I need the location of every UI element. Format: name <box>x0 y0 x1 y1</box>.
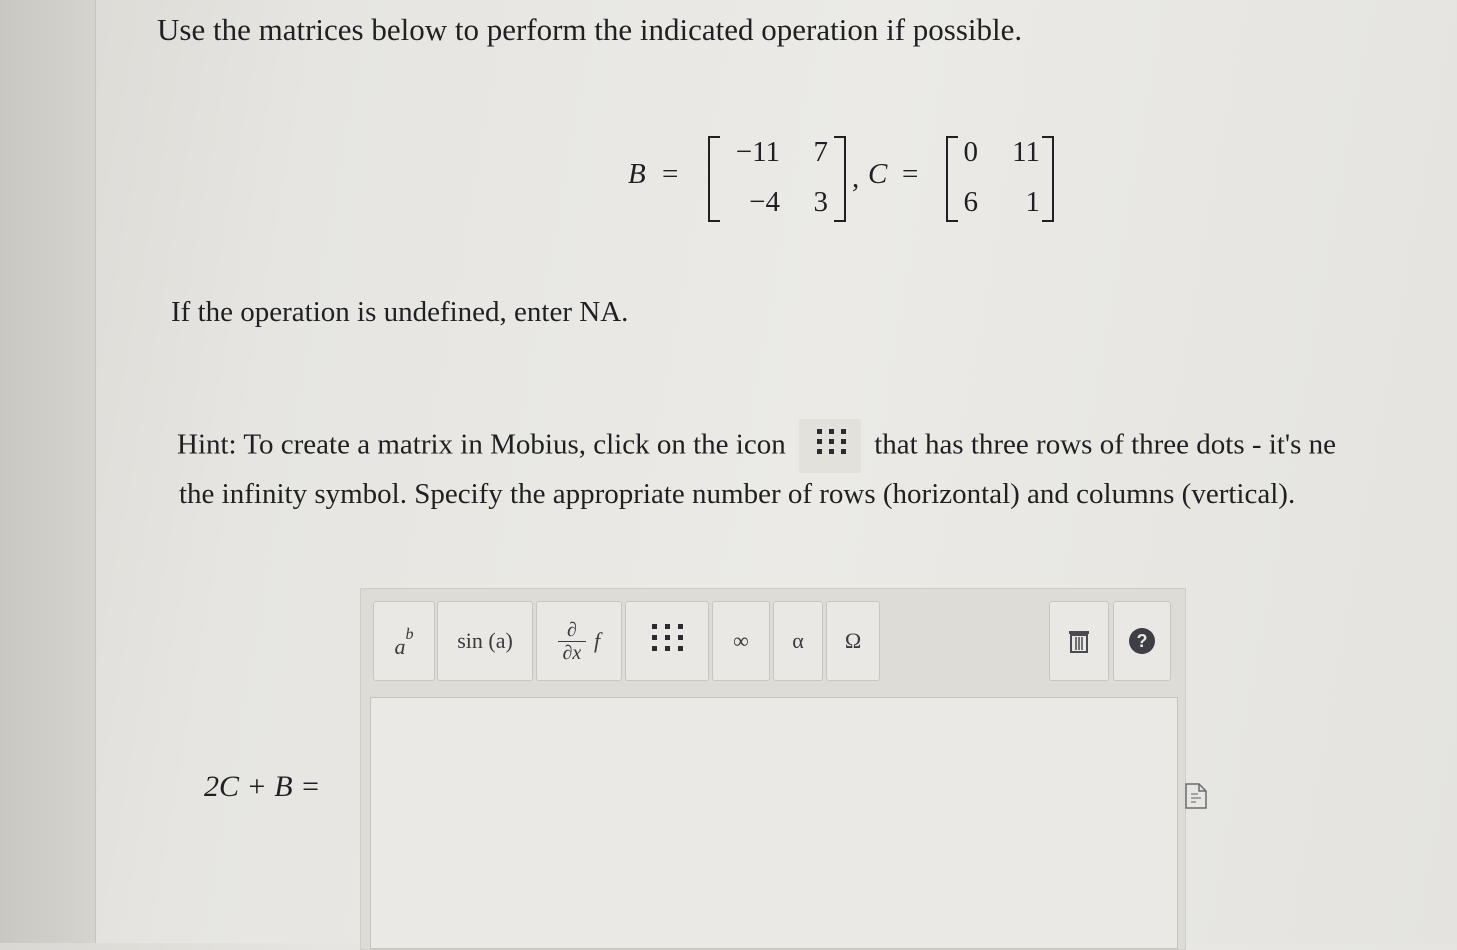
answer-label: 2C + B = <box>204 770 321 803</box>
matrix-c-cell: 0 <box>963 136 978 168</box>
document-icon[interactable] <box>1184 782 1208 810</box>
matrix-b-cell: −11 <box>735 136 780 168</box>
sin-label: sin (a) <box>457 628 513 653</box>
clear-button[interactable] <box>1049 601 1109 681</box>
matrix-b-cell: 7 <box>813 136 828 168</box>
alpha-symbol: α <box>792 628 804 653</box>
equals-sign: = <box>662 158 679 190</box>
help-icon: ? <box>1129 628 1155 654</box>
sin-function-button[interactable] <box>437 601 533 681</box>
answer-input[interactable] <box>370 697 1178 949</box>
hint-text-part1: Hint: To create a matrix in Mobius, click on the icon <box>177 428 786 461</box>
matrix-c-name: C <box>868 158 888 190</box>
special-symbols-button[interactable] <box>826 601 880 681</box>
derivative-numerator: ∂ <box>566 618 577 641</box>
derivative-function: f <box>593 628 601 653</box>
comma: , <box>852 162 860 194</box>
matrix-b-name: B <box>628 158 646 190</box>
equation-editor <box>360 588 1186 950</box>
page-left-edge <box>0 0 96 943</box>
trash-icon <box>1067 629 1091 653</box>
equals-sign: = <box>902 158 919 190</box>
matrix-c-cell: 11 <box>1012 136 1040 168</box>
hint-text-part2: that has three rows of three dots - it's ne <box>874 428 1337 461</box>
derivative-denominator: ∂x <box>562 641 582 664</box>
power-button[interactable] <box>373 601 435 681</box>
na-instruction: If the operation is undefined, enter NA. <box>171 296 629 328</box>
matrix-b-cell: 3 <box>813 186 828 218</box>
greek-letters-button[interactable] <box>773 601 823 681</box>
power-exponent: b <box>405 626 414 643</box>
matrix-c-cell: 1 <box>1025 186 1040 218</box>
matrix-c-right-bracket <box>1042 136 1054 222</box>
infinity-symbol: ∞ <box>733 628 749 653</box>
matrix-dots-icon <box>799 419 861 473</box>
omega-symbol: Ω <box>844 628 862 653</box>
power-base: a <box>394 634 406 659</box>
hint-line-2: the infinity symbol. Specify the appropriate number of rows (horizontal) and columns (vertical). <box>179 478 1296 510</box>
matrix-dots-icon <box>652 624 683 651</box>
infinity-button[interactable] <box>712 601 770 681</box>
matrix-button[interactable] <box>625 601 709 681</box>
help-button[interactable] <box>1113 601 1171 681</box>
partial-derivative-button[interactable] <box>536 601 622 681</box>
matrix-c-cell: 6 <box>963 186 978 218</box>
question-instruction: Use the matrices below to perform the indicated operation if possible. <box>157 12 1023 47</box>
matrix-b-cell: −4 <box>749 186 780 218</box>
matrix-b-right-bracket <box>834 136 846 222</box>
hint-line-1 <box>177 419 1457 475</box>
